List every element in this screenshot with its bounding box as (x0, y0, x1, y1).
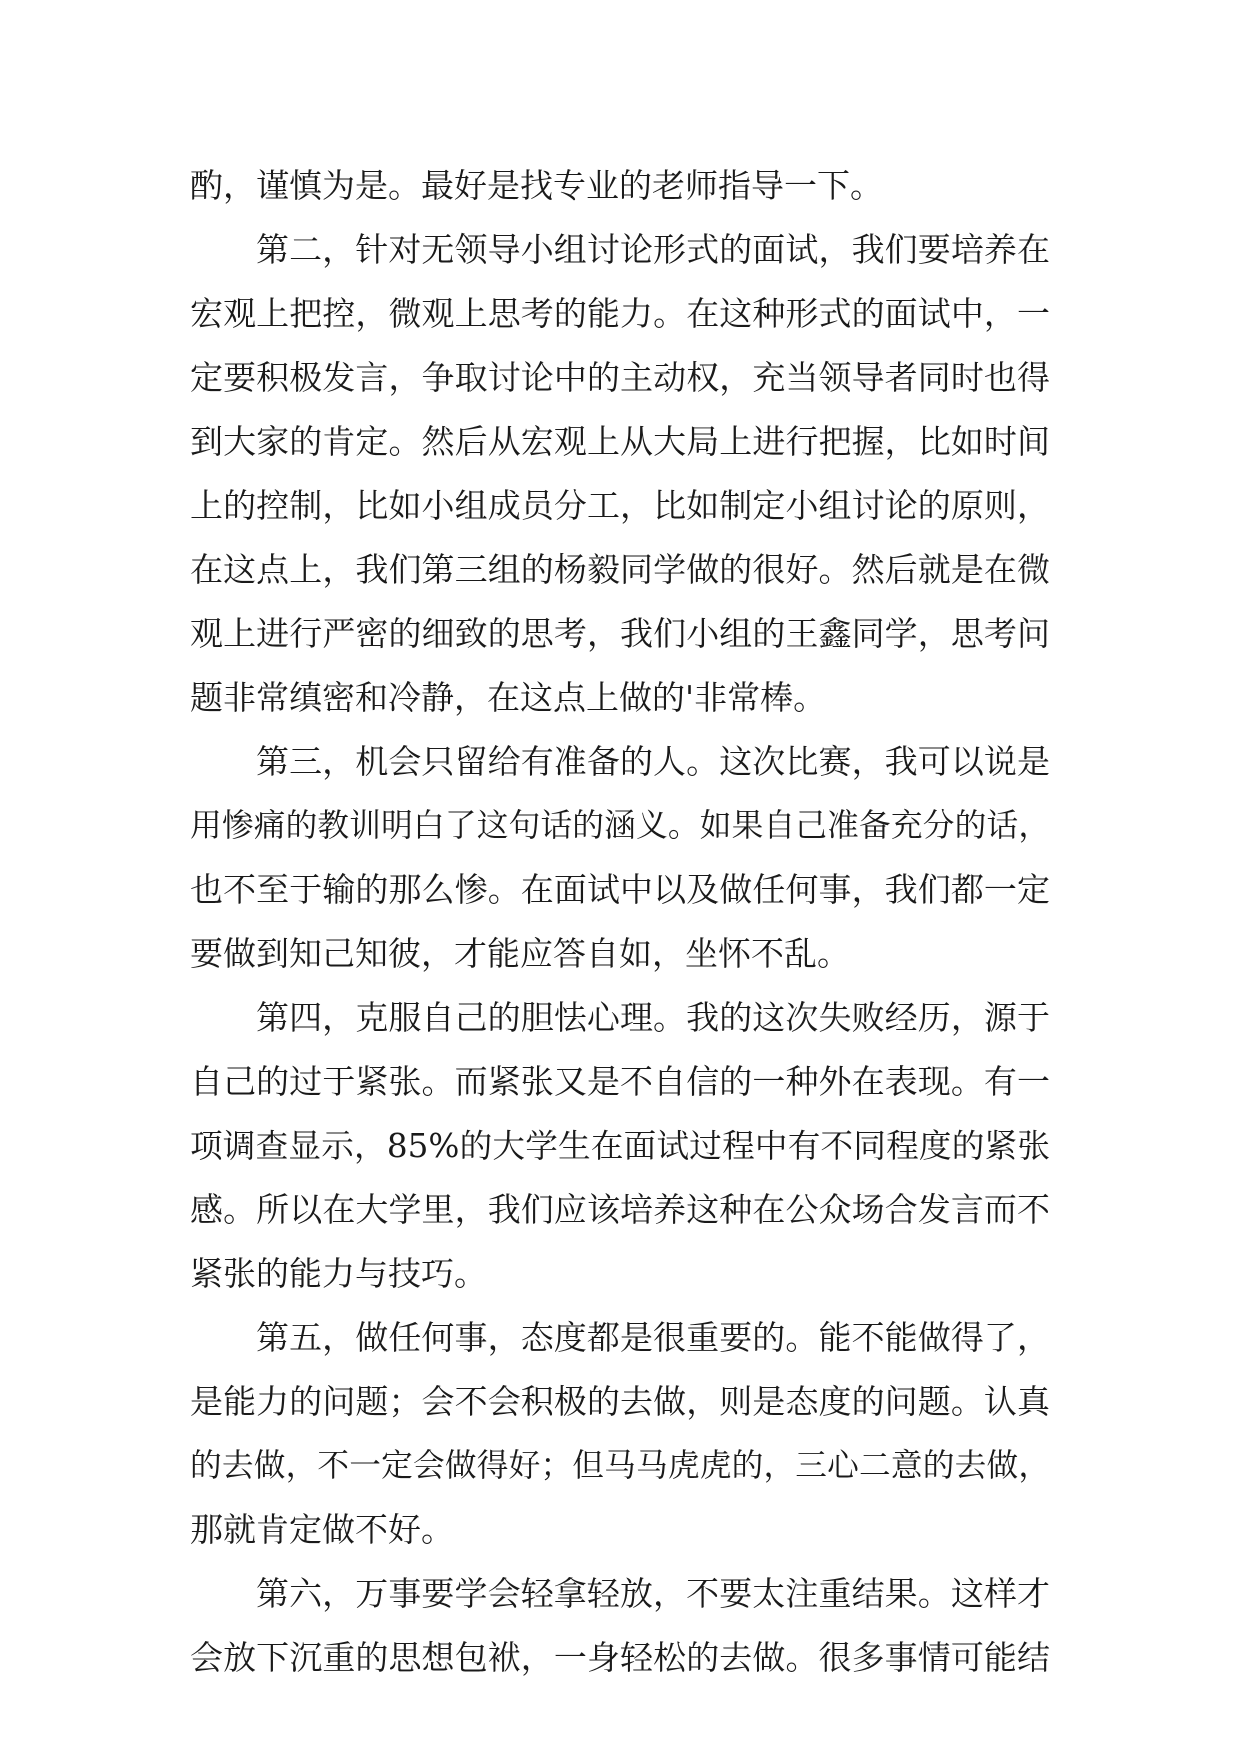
body-text (190, 154, 1050, 1690)
text-line: 感。所以在大学里，我们应该培养这种在公众场合发言而不 (190, 1190, 1050, 1229)
paragraph-start-line: 第二，针对无领导小组讨论形式的面试，我们要培养在 (256, 230, 1050, 269)
text-line: 宏观上把控，微观上思考的能力。在这种形式的面试中，一 (190, 294, 1050, 333)
text-line: 题非常缜密和冷静，在这点上做的'非常棒。 (190, 678, 827, 717)
text-line: 会放下沉重的思想包袱，一身轻松的去做。很多事情可能结 (190, 1638, 1050, 1677)
text-line: 酌，谨慎为是。最好是找专业的老师指导一下。 (190, 166, 883, 205)
text-line: 自己的过于紧张。而紧张又是不自信的一种外在表现。有一 (190, 1062, 1050, 1101)
paragraph-start-line: 第三，机会只留给有准备的人。这次比赛，我可以说是 (256, 742, 1050, 781)
paragraph-start-line: 第四，克服自己的胆怯心理。我的这次失败经历，源于 (256, 998, 1050, 1037)
text-line: 在这点上，我们第三组的杨毅同学做的很好。然后就是在微 (190, 550, 1050, 589)
text-line: 观上进行严密的细致的思考，我们小组的王鑫同学，思考问 (190, 614, 1050, 653)
text-line: 用惨痛的教训明白了这句话的涵义。如果自己准备充分的话， (190, 808, 1050, 844)
text-line: 是能力的问题；会不会积极的去做，则是态度的问题。认真 (190, 1382, 1050, 1421)
text-line: 定要积极发言，争取讨论中的主动权，充当领导者同时也得 (190, 358, 1050, 397)
paragraph-start-line: 第六，万事要学会轻拿轻放，不要太注重结果。这样才 (256, 1574, 1050, 1613)
paragraph-start-line: 第五，做任何事，态度都是很重要的。能不能做得了， (256, 1318, 1050, 1357)
text-line: 的去做，不一定会做得好；但马马虎虎的，三心二意的去做， (190, 1448, 1050, 1484)
text-line: 要做到知己知彼，才能应答自如，坐怀不乱。 (190, 934, 850, 973)
text-line: 到大家的肯定。然后从宏观上从大局上进行把握，比如时间 (190, 422, 1050, 461)
text-line: 那就肯定做不好。 (190, 1510, 454, 1549)
text-line: 紧张的能力与技巧。 (190, 1254, 487, 1293)
text-line: 项调查显示，85%的大学生在面试过程中有不同程度的紧张 (190, 1127, 1050, 1165)
text-line: 也不至于输的那么惨。在面试中以及做任何事，我们都一定 (190, 870, 1050, 909)
text-line: 上的控制，比如小组成员分工，比如制定小组讨论的原则， (190, 486, 1050, 525)
